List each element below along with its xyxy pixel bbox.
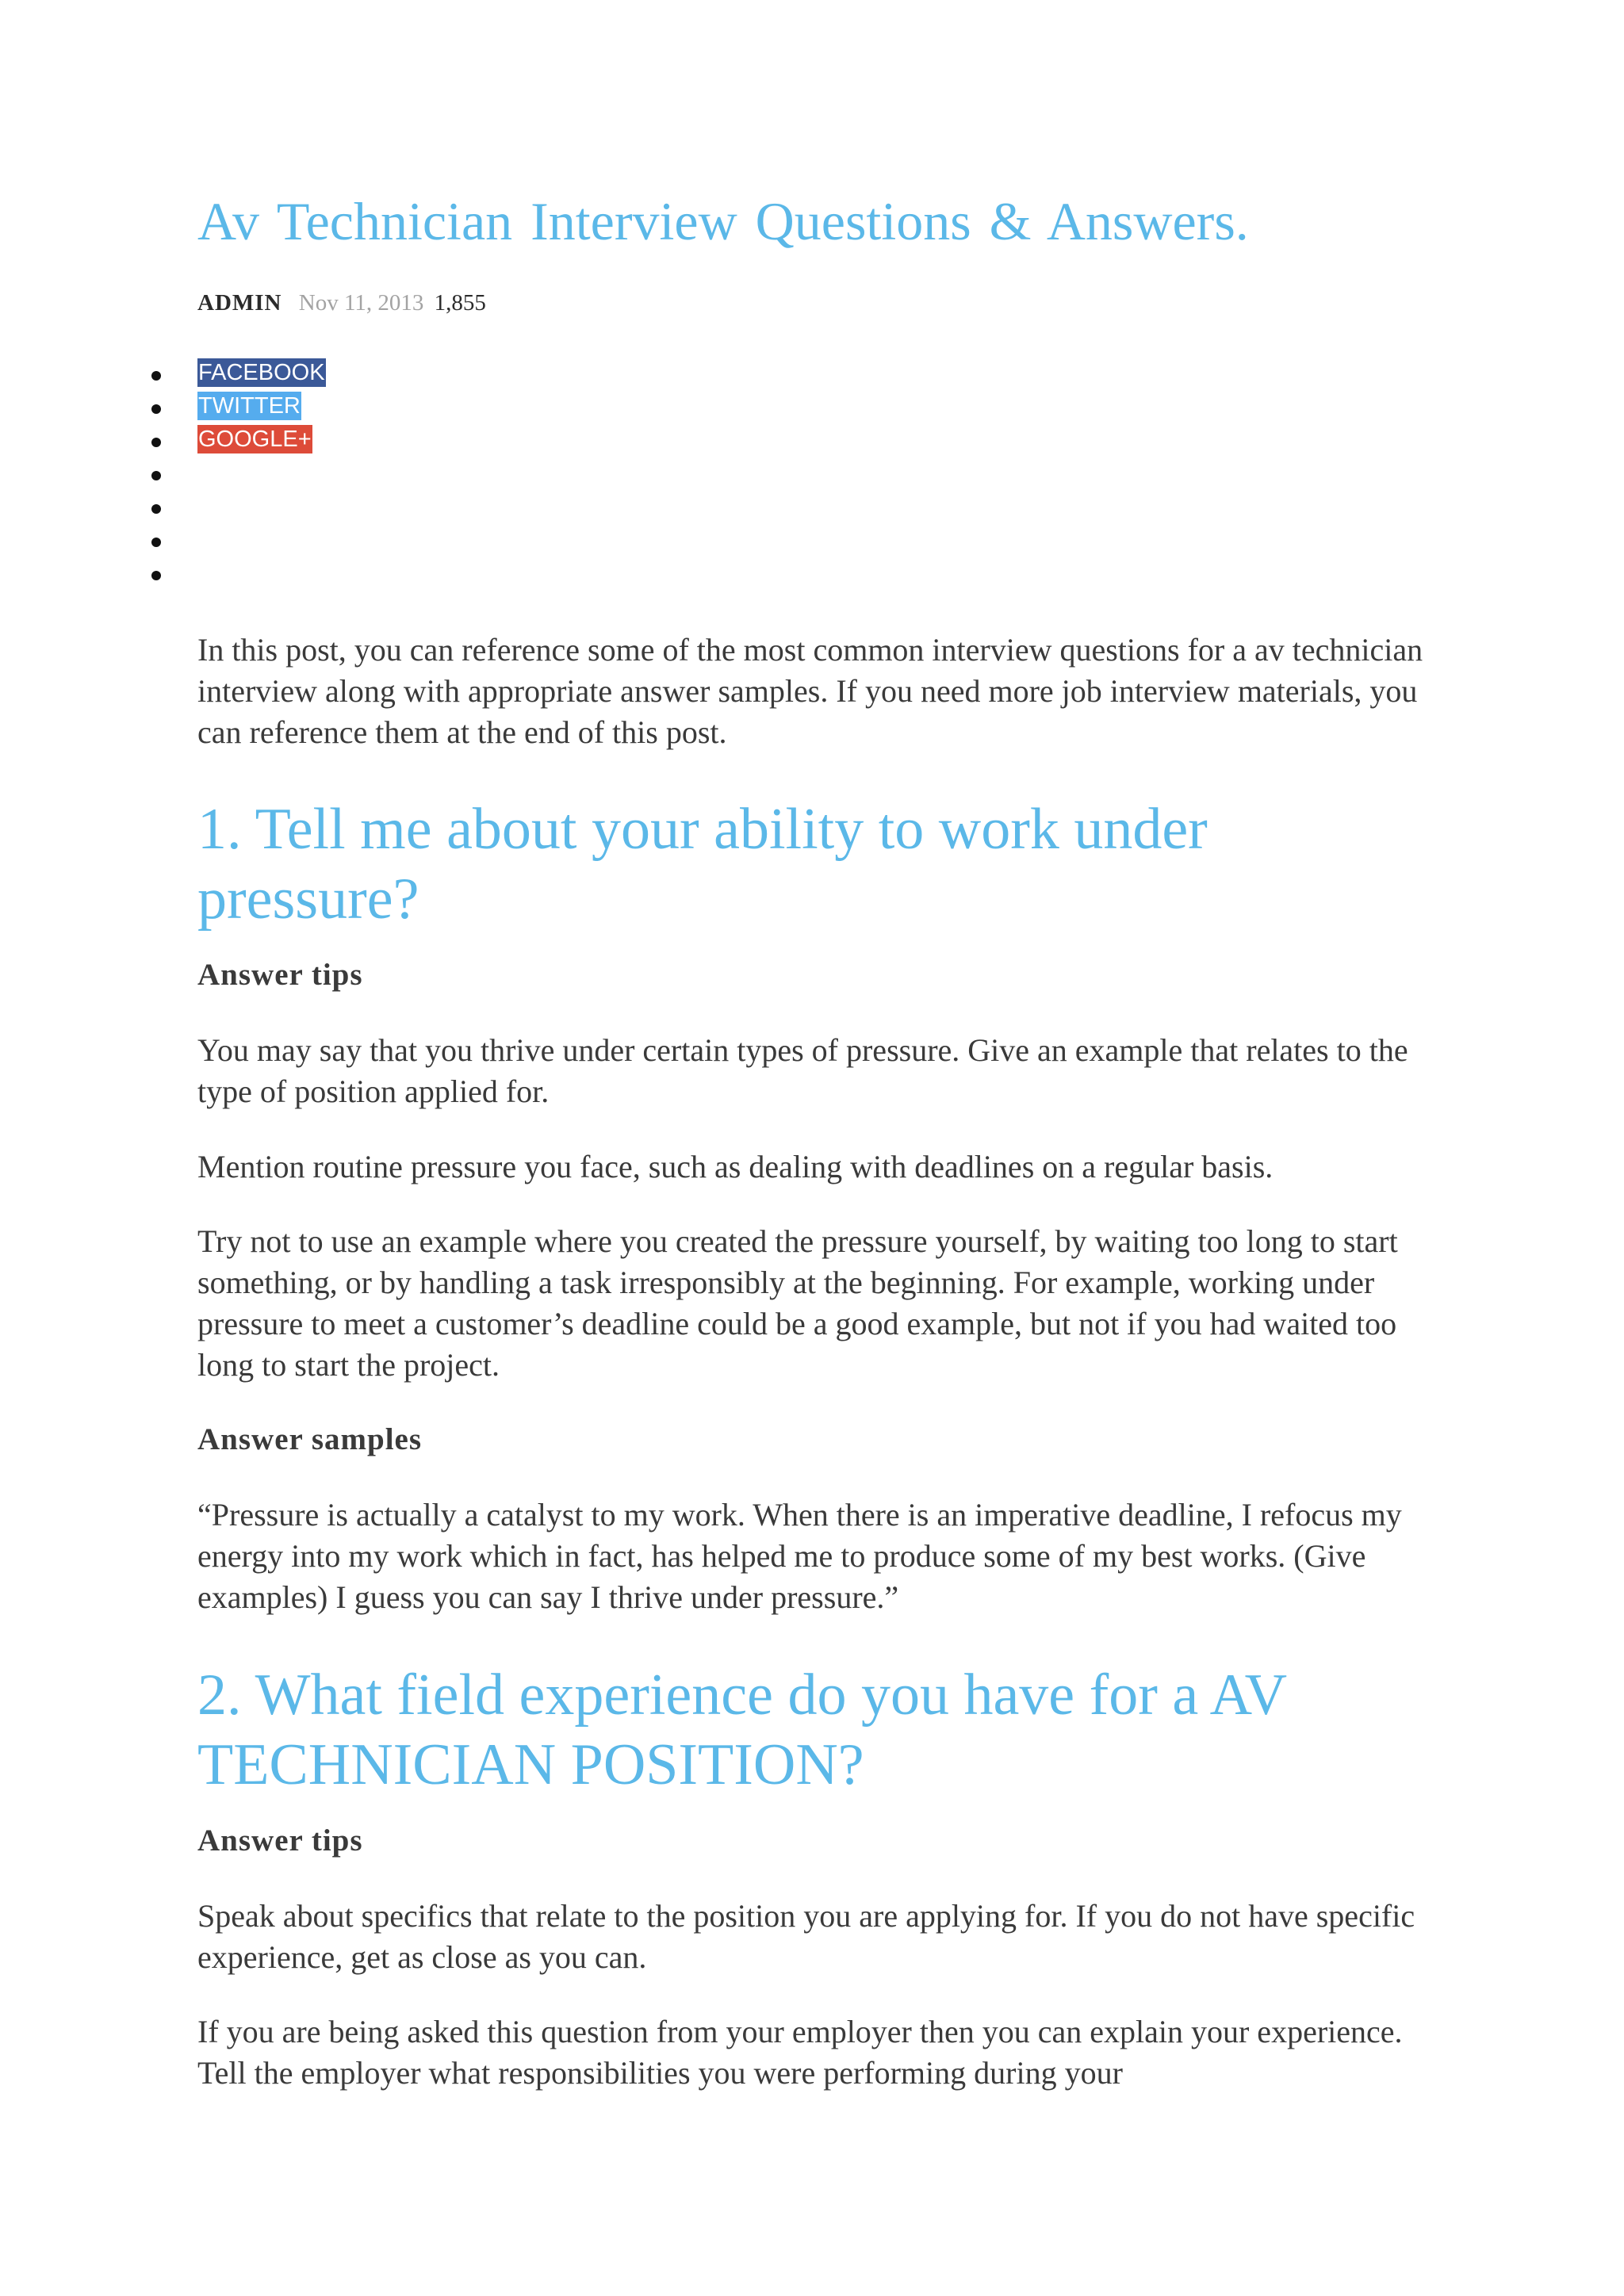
- share-item-empty: [151, 492, 326, 525]
- article-title: Av Technician Interview Questions & Answers.: [197, 191, 1249, 251]
- bullet-icon: [151, 471, 161, 480]
- bullet-icon: [151, 538, 161, 547]
- view-count: 1,855: [434, 290, 486, 316]
- q1-answer-tips-label: Answer tips: [197, 958, 363, 992]
- q1-tip-2: Mention routine pressure you face, such as dealing with deadlines on a regular basis.: [197, 1149, 1274, 1184]
- q1-answer-samples-label: Answer samples: [197, 1422, 423, 1456]
- question-1-heading: 1. Tell me about your ability to work under pressure?: [197, 797, 1208, 932]
- q1-sample-1: “Pressure is actually a catalyst to my work. When there is an imperative deadline, I refocus my energy into my work which in fact, has helped me to produce some of my best works. (Give examples) I guess you can say I thrive under pressure.”: [197, 1497, 1402, 1615]
- share-item-empty: [151, 525, 326, 558]
- q1-tip-3: Try not to use an example where you created the pressure yourself, by waiting too long to start something, or by handling a task irresponsibly at the beginning. For example, working under pressure to meet a customer’s deadline could be a good example, but not if you had waited too long to start the project.: [197, 1223, 1398, 1383]
- share-item-facebook: [151, 358, 326, 392]
- article-meta: [197, 290, 486, 316]
- share-list: [151, 358, 326, 591]
- q2-tip-1: Speak about specifics that relate to the position you are applying for. If you do not have specific experience, get as close as you can.: [197, 1898, 1415, 1975]
- share-item-twitter: [151, 392, 326, 425]
- question-2-heading: 2. What field experience do you have for a AV TECHNICIAN POSITION?: [197, 1663, 1286, 1797]
- post-date: Nov 11, 2013: [298, 290, 424, 316]
- bullet-icon: [151, 371, 161, 381]
- bullet-icon: [151, 438, 161, 447]
- bullet-icon: [151, 404, 161, 414]
- twitter-share-button[interactable]: TWITTER: [198, 393, 301, 419]
- share-item-empty: [151, 458, 326, 492]
- bullet-icon: [151, 571, 161, 580]
- google-plus-share-button[interactable]: GOOGLE+: [198, 427, 312, 452]
- bullet-icon: [151, 504, 161, 514]
- author-name[interactable]: ADMIN: [197, 290, 282, 316]
- q1-tip-1: You may say that you thrive under certain types of pressure. Give an example that relates to the type of position applied for.: [197, 1032, 1408, 1109]
- q2-tip-2: If you are being asked this question from your employer then you can explain your experience. Tell the employer what responsibilities you were performing during your: [197, 2014, 1403, 2091]
- share-item-empty: [151, 558, 326, 591]
- intro-paragraph: In this post, you can reference some of the most common interview questions for a av technician interview along with appropriate answer samples. If you need more job interview materials, you can reference them at the end of this post.: [197, 632, 1423, 750]
- share-item-google: [151, 425, 326, 458]
- q2-answer-tips-label: Answer tips: [197, 1823, 363, 1858]
- facebook-share-button[interactable]: FACEBOOK: [198, 360, 325, 385]
